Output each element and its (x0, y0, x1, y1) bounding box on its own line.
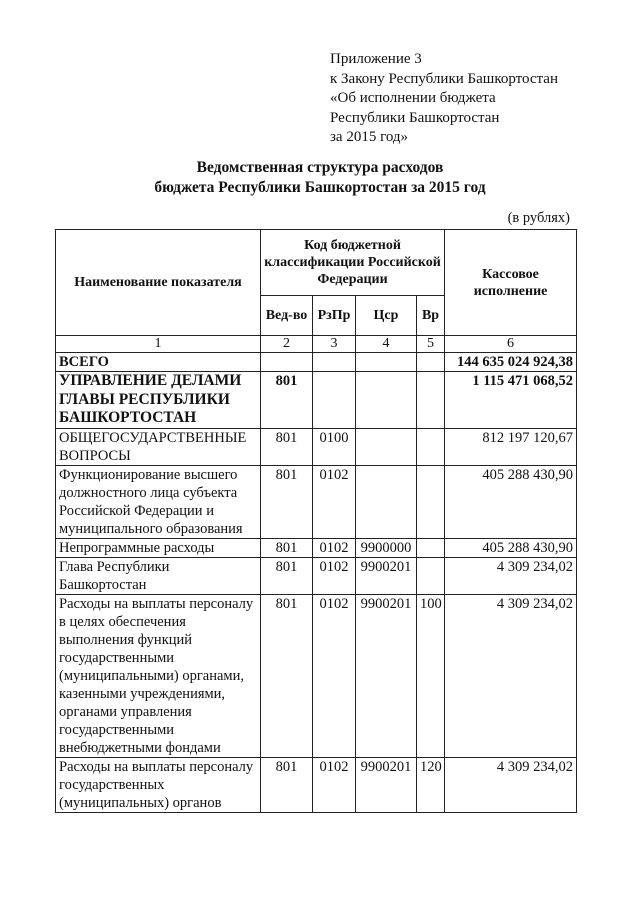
annex-line: Приложение 3 (330, 51, 422, 67)
document-title (0, 158, 640, 198)
units-note: (в рублях) (507, 210, 570, 226)
table-row (56, 557, 577, 594)
row-ved: 801 (261, 557, 313, 594)
row-name: Непрограммные расходы (56, 538, 261, 557)
row-ved: 801 (261, 594, 313, 757)
title-line: бюджета Республики Башкортостан за 2015 год (154, 179, 486, 196)
row-name: Глава Республики Башкортостан (56, 557, 261, 594)
row-vr (417, 372, 445, 429)
annex-line: Республики Башкортостан (330, 109, 500, 126)
header-name: Наименование показателя (56, 230, 261, 336)
row-vr: 120 (417, 757, 445, 812)
table-row (56, 372, 577, 429)
row-vr (417, 557, 445, 594)
row-ved: 801 (261, 465, 313, 538)
table-row (56, 757, 577, 812)
annex-line: за 2015 год» (330, 129, 409, 145)
row-amount: 144 635 024 924,38 (445, 353, 577, 372)
row-csr (356, 465, 417, 538)
title-line: Ведомственная структура расходов (196, 159, 444, 176)
table-row (56, 538, 577, 557)
row-vr (417, 538, 445, 557)
header-csr: Цср (356, 296, 417, 336)
table-row (56, 594, 577, 757)
header-num: 4 (356, 336, 417, 353)
annex-line: к Закону Республики Башкортостан (330, 70, 558, 87)
header-num: 2 (261, 336, 313, 353)
row-name: Расходы на выплаты персоналу государственных (муниципальных) органов (56, 757, 261, 812)
row-name: ОБЩЕГОСУДАРСТВЕННЫЕ ВОПРОСЫ (56, 428, 261, 465)
row-rzpr: 0102 (313, 594, 356, 757)
header-cash: Кассовое исполнение (445, 230, 577, 336)
row-csr: 9900000 (356, 538, 417, 557)
row-amount: 405 288 430,90 (445, 465, 577, 538)
header-rzpr: РзПр (313, 296, 356, 336)
row-csr (356, 372, 417, 429)
row-ved (261, 353, 313, 372)
header-vr: Вр (417, 296, 445, 336)
header-code-group: Код бюджетной классификации Российской Федерации (261, 230, 445, 296)
row-csr: 9900201 (356, 757, 417, 812)
row-csr (356, 353, 417, 372)
row-amount: 812 197 120,67 (445, 428, 577, 465)
header-num: 3 (313, 336, 356, 353)
row-amount: 4 309 234,02 (445, 594, 577, 757)
row-amount: 1 115 471 068,52 (445, 372, 577, 429)
row-csr (356, 428, 417, 465)
row-name: ВСЕГО (56, 353, 261, 372)
row-name: УПРАВЛЕНИЕ ДЕЛАМИ ГЛАВЫ РЕСПУБЛИКИ БАШКОРТОСТАН (56, 372, 261, 429)
row-ved: 801 (261, 428, 313, 465)
row-vr (417, 353, 445, 372)
row-csr: 9900201 (356, 557, 417, 594)
row-name: Функционирование высшего должностного лица субъекта Российской Федерации и муниципального образования (56, 465, 261, 538)
row-vr: 100 (417, 594, 445, 757)
row-rzpr: 0102 (313, 538, 356, 557)
row-ved: 801 (261, 538, 313, 557)
row-csr: 9900201 (356, 594, 417, 757)
row-name: Расходы на выплаты персоналу в целях обеспечения выполнения функций государственными (муниципальными) органами, казенными учреждениями, органами управления государственными внебюджетными фондами (56, 594, 261, 757)
row-amount: 4 309 234,02 (445, 557, 577, 594)
row-rzpr: 0102 (313, 757, 356, 812)
row-vr (417, 465, 445, 538)
row-ved: 801 (261, 372, 313, 429)
header-ved: Вед-во (261, 296, 313, 336)
table-row (56, 465, 577, 538)
row-ved: 801 (261, 757, 313, 812)
row-rzpr: 0100 (313, 428, 356, 465)
row-rzpr: 0102 (313, 465, 356, 538)
budget-table (55, 229, 577, 813)
annex-line: «Об исполнении бюджета (330, 90, 496, 106)
row-amount: 405 288 430,90 (445, 538, 577, 557)
header-num: 6 (445, 336, 577, 353)
header-num: 5 (417, 336, 445, 353)
row-rzpr (313, 372, 356, 429)
table-row (56, 428, 577, 465)
row-rzpr: 0102 (313, 557, 356, 594)
header-num: 1 (56, 336, 261, 353)
row-rzpr (313, 353, 356, 372)
row-amount: 4 309 234,02 (445, 757, 577, 812)
table-row-total (56, 353, 577, 372)
annex-header (330, 50, 630, 148)
row-vr (417, 428, 445, 465)
